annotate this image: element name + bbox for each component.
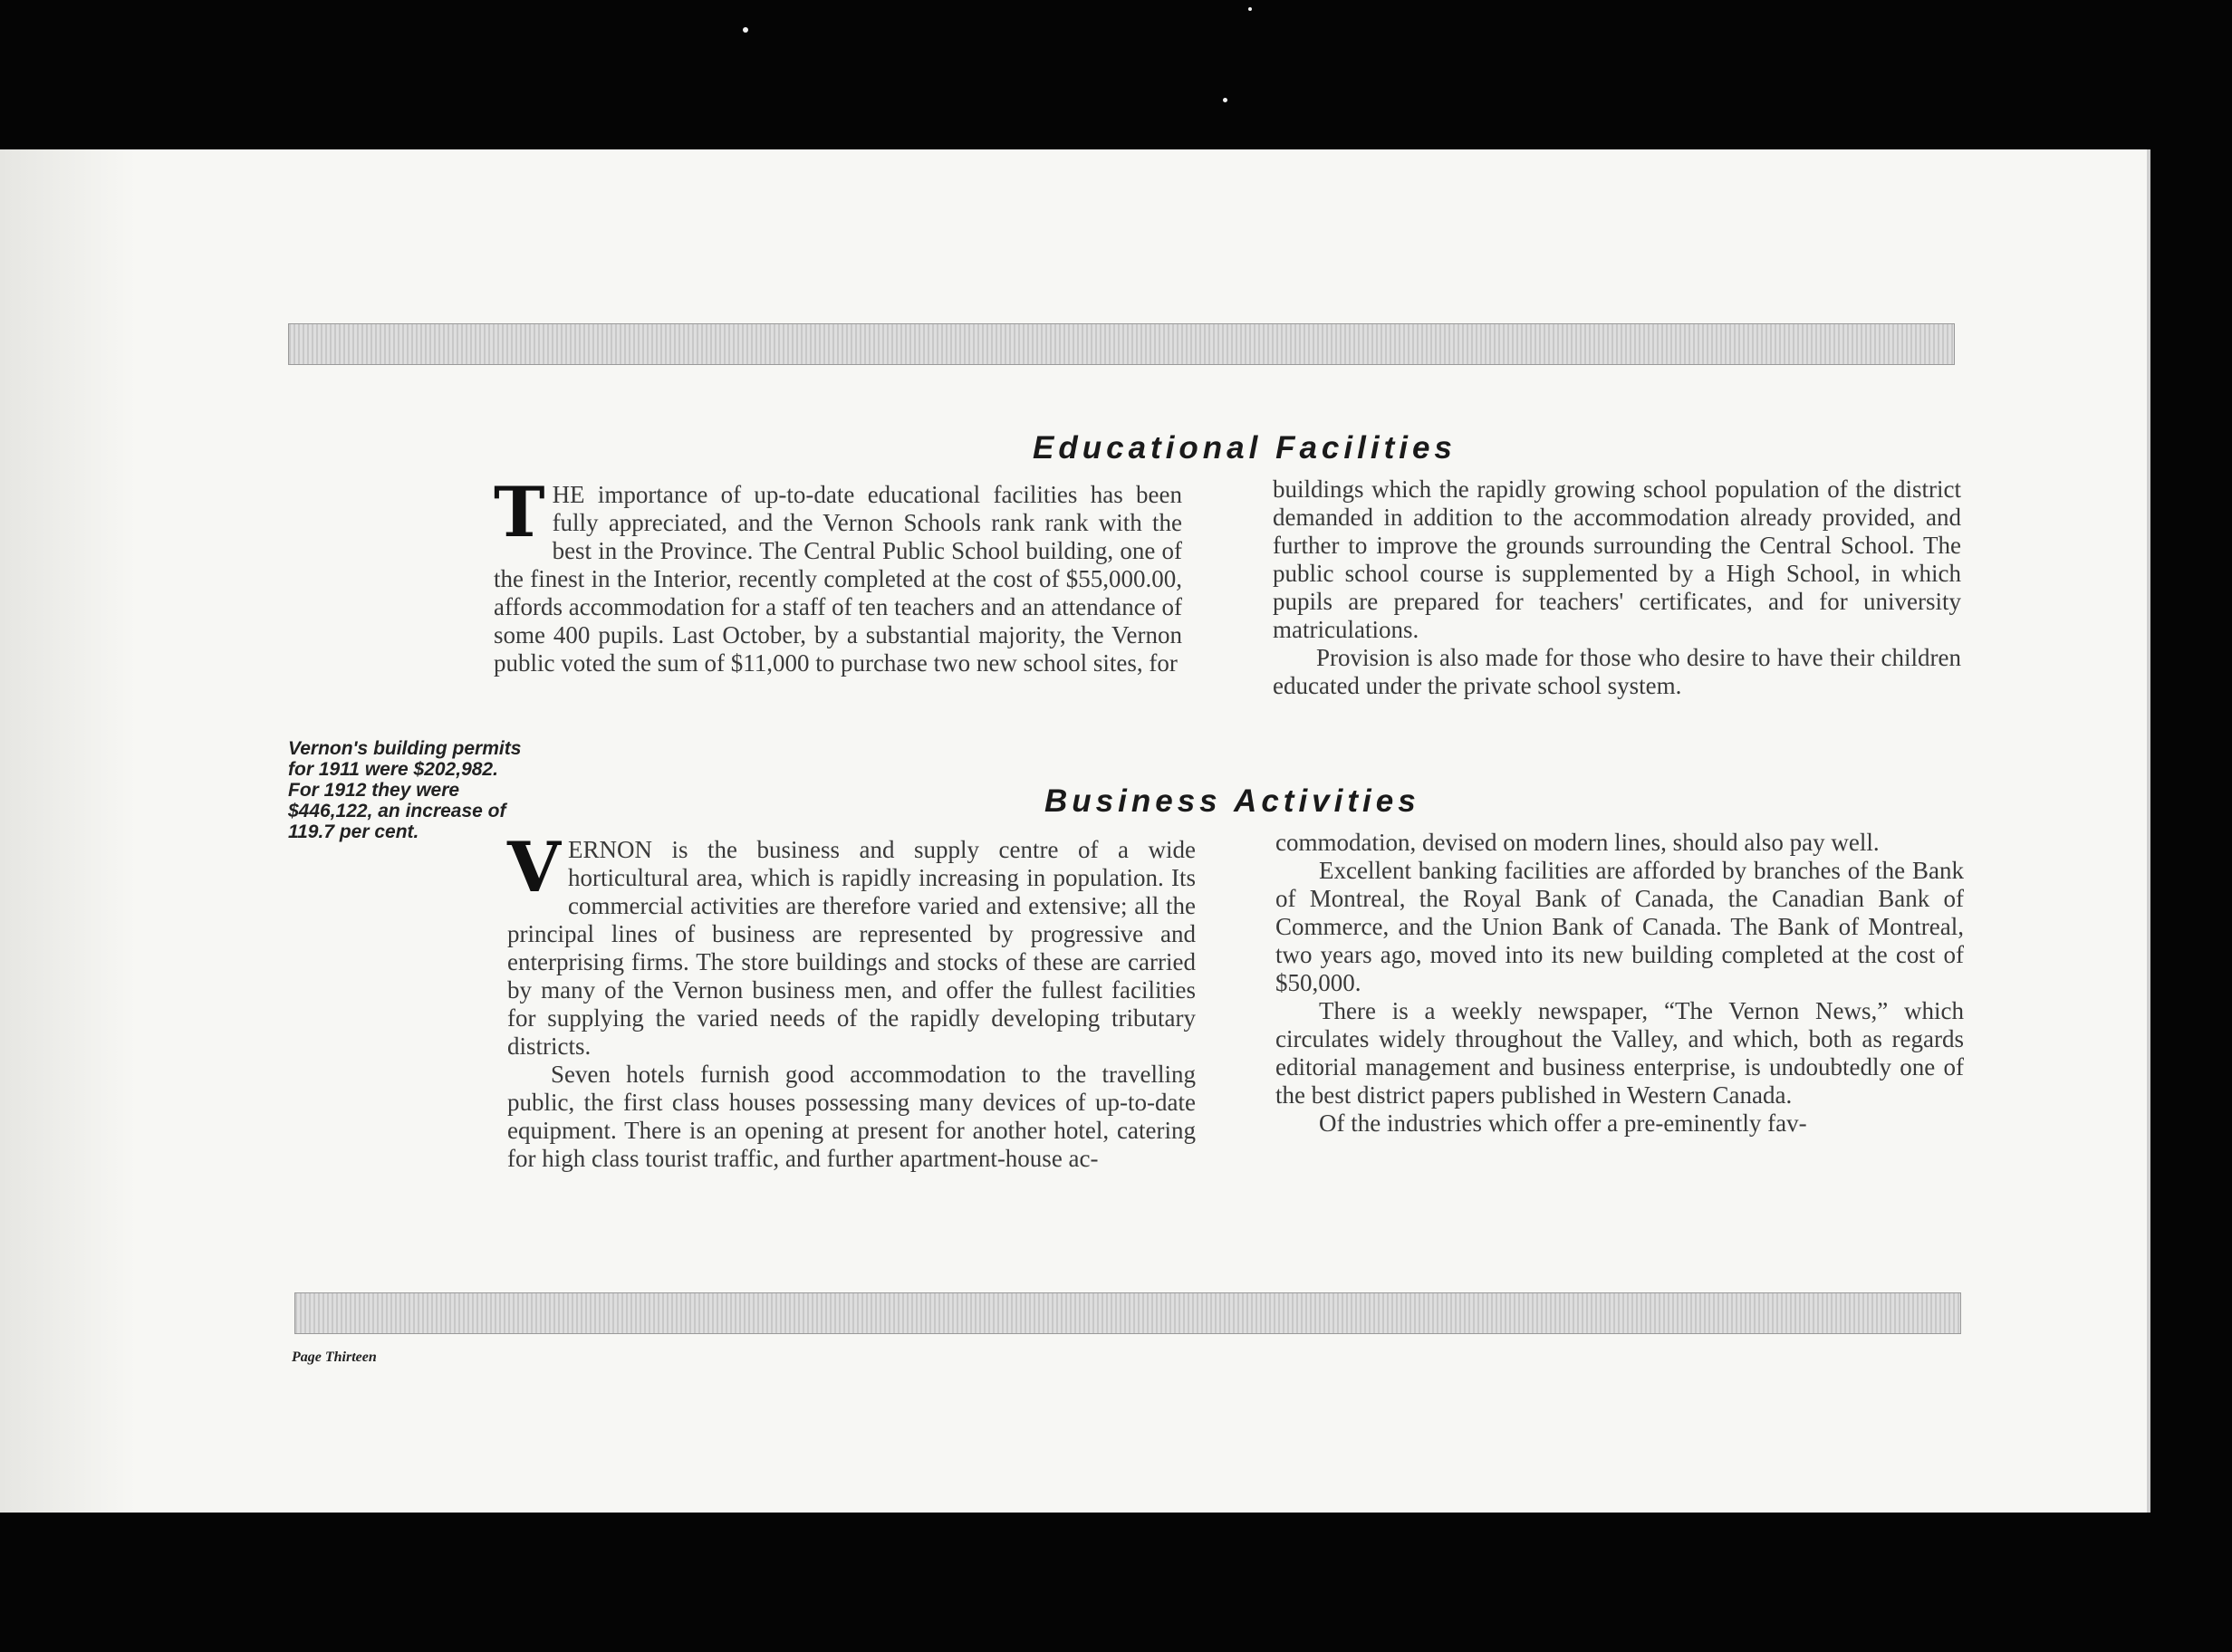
business-left-column xyxy=(507,827,1196,1173)
business-left-paragraph-2: Seven hotels furnish good accommodation to the travelling public, the first class houses possessing many devices of up-to-date equipment. There is an opening at present for another hotel, catering for high class tourist traffic, and further apartment-house ac- xyxy=(507,1061,1196,1172)
bottom-decorative-band xyxy=(294,1292,1961,1334)
building-permits-sidenote: Vernon's building permits for 1911 were $202,982. For 1912 they were $446,122, an increase of 119.7 per cent. xyxy=(288,738,522,842)
business-right-paragraph-1: commodation, devised on modern lines, should also pay well. xyxy=(1275,829,1880,856)
business-dropcap: V xyxy=(507,827,561,908)
business-right-paragraph-2: Excellent banking facilities are afforded by branches of the Bank of Montreal, the Royal Bank of Canada, the Canadian Bank of Commerce, and the Union Bank of Canada. The Bank of Montreal, two years ago, moved into its new building completed at the cost of $50,000. xyxy=(1275,857,1964,996)
document-page xyxy=(0,149,2150,1513)
top-decorative-band xyxy=(288,323,1955,365)
business-right-paragraph-4: Of the industries which offer a pre-eminently fav- xyxy=(1319,1109,1807,1137)
educational-right-column xyxy=(1273,475,1961,700)
page-number-label: Page Thirteen xyxy=(292,1349,377,1365)
educational-right-paragraph-1: buildings which the rapidly growing school population of the district demanded in addition to the accommodation already provided, and further to improve the grounds surrounding the Central School. The public school course is supplemented by a High School, in which pupils are prepared for teachers' certificates, and for university matriculations. xyxy=(1273,475,1961,643)
business-right-paragraph-3: There is a weekly newspaper, “The Vernon News,” which circulates widely throughout the Valley, and which, both as regards editorial management and business enterprise, is undoubtedly one of the best district papers published in Western Canada. xyxy=(1275,997,1964,1109)
educational-dropcap: T xyxy=(494,472,545,552)
educational-right-paragraph-2: Provision is also made for those who desire to have their children educated under the private school system. xyxy=(1273,644,1961,699)
business-activities-heading: Business Activities xyxy=(1044,783,1420,819)
educational-left-column xyxy=(494,472,1182,677)
business-right-column xyxy=(1275,829,1964,1138)
business-left-paragraph-1: ERNON is the business and supply centre of a wide horticultural area, which is rapidly increasing in population. Its commercial activities are therefore varied and extensive; all the principal lines of business are represented by progressive and enterprising firms. The store buildings and stocks of these are carried by many of the Vernon business men, and offer the fullest facilities for supplying the varied needs of the rapidly developing tributary districts. xyxy=(507,836,1196,1060)
page-spine-shadow xyxy=(0,149,136,1513)
educational-left-paragraph: HE importance of up-to-date educational facilities has been fully appreciated, and the Vernon Schools rank rank with the best in the Province. The Central Public School building, one of the finest in the Interior, recently completed at the cost of $55,000.00, affords accommodation for a staff of ten teachers and an attendance of some 400 pupils. Last October, by a substantial majority, the Vernon public voted the sum of $11,000 to purchase two new school sites, for xyxy=(494,481,1182,677)
educational-facilities-heading: Educational Facilities xyxy=(1033,430,1457,466)
